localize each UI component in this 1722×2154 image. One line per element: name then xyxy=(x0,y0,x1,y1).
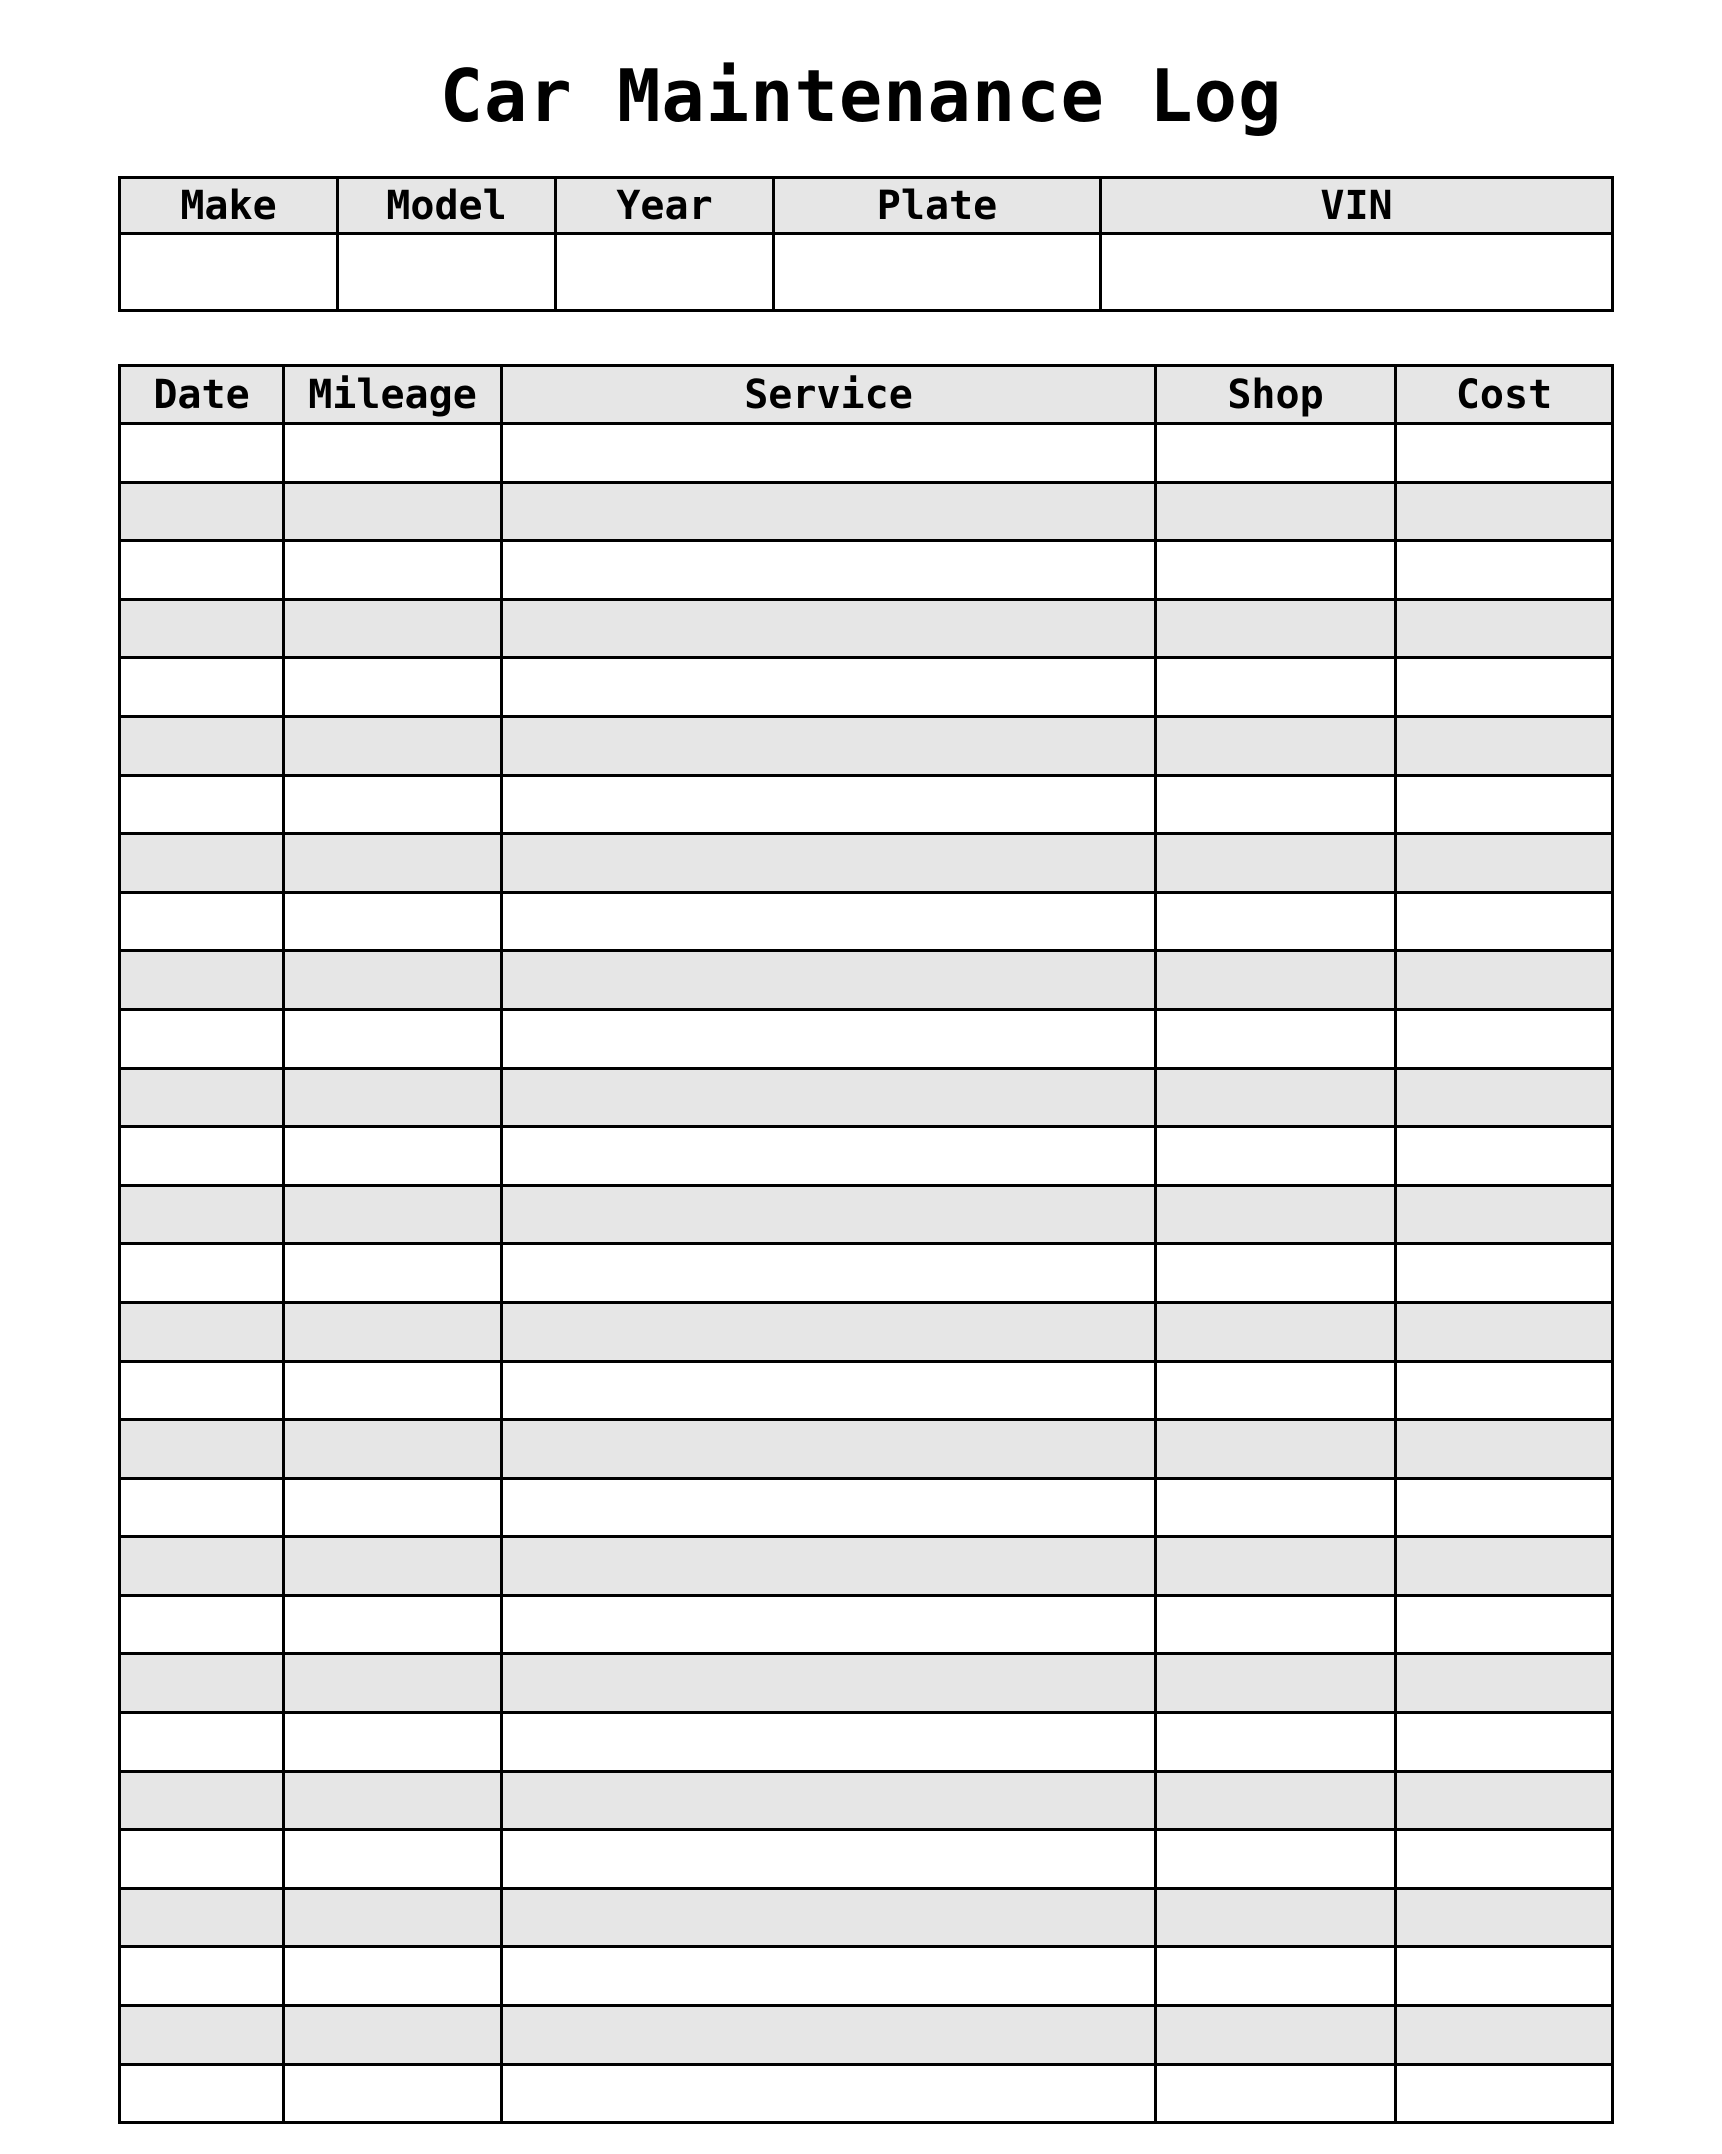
shop-cell[interactable] xyxy=(1156,1947,1396,2006)
log-row xyxy=(120,775,1613,834)
mileage-cell[interactable] xyxy=(284,892,502,951)
mileage-cell[interactable] xyxy=(284,1888,502,1947)
mileage-cell[interactable] xyxy=(284,2006,502,2065)
cost-cell[interactable] xyxy=(1396,482,1613,541)
shop-cell[interactable] xyxy=(1156,1068,1396,1127)
service-cell[interactable] xyxy=(502,775,1156,834)
service-cell[interactable] xyxy=(502,599,1156,658)
header-service: Service xyxy=(502,366,1156,424)
vehicle-entry-row xyxy=(120,234,1613,311)
shop-cell[interactable] xyxy=(1156,1420,1396,1479)
cost-cell[interactable] xyxy=(1396,541,1613,600)
service-cell[interactable] xyxy=(502,2064,1156,2123)
service-cell[interactable] xyxy=(502,658,1156,717)
date-cell[interactable] xyxy=(120,1361,284,1420)
header-make: Make xyxy=(120,178,338,234)
vehicle-header-row xyxy=(120,178,1613,234)
shop-cell[interactable] xyxy=(1156,1185,1396,1244)
log-row xyxy=(120,834,1613,893)
service-cell[interactable] xyxy=(502,1478,1156,1537)
log-row xyxy=(120,1713,1613,1772)
mileage-cell[interactable] xyxy=(284,1420,502,1479)
make-field[interactable] xyxy=(120,234,338,311)
date-cell[interactable] xyxy=(120,1478,284,1537)
service-cell[interactable] xyxy=(502,1127,1156,1186)
service-cell[interactable] xyxy=(502,1713,1156,1772)
cost-cell[interactable] xyxy=(1396,2006,1613,2065)
cost-cell[interactable] xyxy=(1396,1654,1613,1713)
date-cell[interactable] xyxy=(120,482,284,541)
service-cell[interactable] xyxy=(502,2006,1156,2065)
log-rows xyxy=(120,424,1613,2123)
service-cell[interactable] xyxy=(502,1361,1156,1420)
mileage-cell[interactable] xyxy=(284,1537,502,1596)
date-cell[interactable] xyxy=(120,424,284,483)
mileage-cell[interactable] xyxy=(284,1009,502,1068)
shop-cell[interactable] xyxy=(1156,2064,1396,2123)
cost-cell[interactable] xyxy=(1396,1068,1613,1127)
date-cell[interactable] xyxy=(120,775,284,834)
log-row xyxy=(120,1654,1613,1713)
date-cell[interactable] xyxy=(120,1009,284,1068)
log-row xyxy=(120,658,1613,717)
date-cell[interactable] xyxy=(120,892,284,951)
log-row xyxy=(120,1127,1613,1186)
service-cell[interactable] xyxy=(502,1830,1156,1889)
header-plate: Plate xyxy=(774,178,1101,234)
service-cell[interactable] xyxy=(502,892,1156,951)
log-row xyxy=(120,482,1613,541)
header-model: Model xyxy=(338,178,556,234)
cost-cell[interactable] xyxy=(1396,2064,1613,2123)
shop-cell[interactable] xyxy=(1156,775,1396,834)
mileage-cell[interactable] xyxy=(284,1127,502,1186)
cost-cell[interactable] xyxy=(1396,658,1613,717)
mileage-cell[interactable] xyxy=(284,2064,502,2123)
header-year: Year xyxy=(556,178,774,234)
cost-cell[interactable] xyxy=(1396,1478,1613,1537)
log-row xyxy=(120,2064,1613,2123)
shop-cell[interactable] xyxy=(1156,716,1396,775)
mileage-cell[interactable] xyxy=(284,1771,502,1830)
date-cell[interactable] xyxy=(120,541,284,600)
mileage-cell[interactable] xyxy=(284,951,502,1010)
date-cell[interactable] xyxy=(120,1830,284,1889)
header-mileage: Mileage xyxy=(284,366,502,424)
log-row xyxy=(120,1478,1613,1537)
date-cell[interactable] xyxy=(120,1537,284,1596)
shop-cell[interactable] xyxy=(1156,1654,1396,1713)
date-cell[interactable] xyxy=(120,716,284,775)
log-row xyxy=(120,1595,1613,1654)
cost-cell[interactable] xyxy=(1396,1244,1613,1303)
log-row xyxy=(120,1302,1613,1361)
shop-cell[interactable] xyxy=(1156,951,1396,1010)
shop-cell[interactable] xyxy=(1156,2006,1396,2065)
vin-field[interactable] xyxy=(1101,234,1613,311)
log-row xyxy=(120,1068,1613,1127)
service-cell[interactable] xyxy=(502,1654,1156,1713)
service-cell[interactable] xyxy=(502,1888,1156,1947)
cost-cell[interactable] xyxy=(1396,1947,1613,2006)
mileage-cell[interactable] xyxy=(284,1654,502,1713)
log-row xyxy=(120,1888,1613,1947)
cost-cell[interactable] xyxy=(1396,1361,1613,1420)
header-date: Date xyxy=(120,366,284,424)
mileage-cell[interactable] xyxy=(284,1478,502,1537)
cost-cell[interactable] xyxy=(1396,1420,1613,1479)
mileage-cell[interactable] xyxy=(284,1595,502,1654)
date-cell[interactable] xyxy=(120,1068,284,1127)
mileage-cell[interactable] xyxy=(284,834,502,893)
shop-cell[interactable] xyxy=(1156,1478,1396,1537)
date-cell[interactable] xyxy=(120,1595,284,1654)
shop-cell[interactable] xyxy=(1156,834,1396,893)
mileage-cell[interactable] xyxy=(284,599,502,658)
header-vin: VIN xyxy=(1101,178,1613,234)
cost-cell[interactable] xyxy=(1396,1127,1613,1186)
log-row xyxy=(120,1830,1613,1889)
cost-cell[interactable] xyxy=(1396,775,1613,834)
service-cell[interactable] xyxy=(502,1185,1156,1244)
service-cell[interactable] xyxy=(502,1947,1156,2006)
cost-cell[interactable] xyxy=(1396,1830,1613,1889)
plate-field[interactable] xyxy=(774,234,1101,311)
log-row xyxy=(120,1361,1613,1420)
date-cell[interactable] xyxy=(120,951,284,1010)
log-row xyxy=(120,1009,1613,1068)
mileage-cell[interactable] xyxy=(284,658,502,717)
shop-cell[interactable] xyxy=(1156,1244,1396,1303)
date-cell[interactable] xyxy=(120,2064,284,2123)
date-cell[interactable] xyxy=(120,2006,284,2065)
mileage-cell[interactable] xyxy=(284,775,502,834)
shop-cell[interactable] xyxy=(1156,1713,1396,1772)
shop-cell[interactable] xyxy=(1156,424,1396,483)
shop-cell[interactable] xyxy=(1156,1127,1396,1186)
cost-cell[interactable] xyxy=(1396,951,1613,1010)
shop-cell[interactable] xyxy=(1156,892,1396,951)
date-cell[interactable] xyxy=(120,1713,284,1772)
cost-cell[interactable] xyxy=(1396,716,1613,775)
cost-cell[interactable] xyxy=(1396,1185,1613,1244)
mileage-cell[interactable] xyxy=(284,716,502,775)
shop-cell[interactable] xyxy=(1156,482,1396,541)
page-title: Car Maintenance Log xyxy=(439,54,1283,138)
shop-cell[interactable] xyxy=(1156,1830,1396,1889)
service-cell[interactable] xyxy=(502,482,1156,541)
log-row xyxy=(120,716,1613,775)
mileage-cell[interactable] xyxy=(284,1713,502,1772)
log-row xyxy=(120,1537,1613,1596)
cost-cell[interactable] xyxy=(1396,1888,1613,1947)
year-field[interactable] xyxy=(556,234,774,311)
date-cell[interactable] xyxy=(120,599,284,658)
log-header-row xyxy=(120,366,1613,424)
cost-cell[interactable] xyxy=(1396,1009,1613,1068)
date-cell[interactable] xyxy=(120,1947,284,2006)
shop-cell[interactable] xyxy=(1156,541,1396,600)
vehicle-info-table xyxy=(118,176,1614,312)
service-log-table xyxy=(118,364,1614,2124)
mileage-cell[interactable] xyxy=(284,541,502,600)
log-row xyxy=(120,1771,1613,1830)
mileage-cell[interactable] xyxy=(284,482,502,541)
cost-cell[interactable] xyxy=(1396,834,1613,893)
log-row xyxy=(120,1420,1613,1479)
service-cell[interactable] xyxy=(502,1595,1156,1654)
service-cell[interactable] xyxy=(502,1302,1156,1361)
cost-cell[interactable] xyxy=(1396,424,1613,483)
shop-cell[interactable] xyxy=(1156,599,1396,658)
service-cell[interactable] xyxy=(502,716,1156,775)
date-cell[interactable] xyxy=(120,834,284,893)
date-cell[interactable] xyxy=(120,1654,284,1713)
date-cell[interactable] xyxy=(120,1888,284,1947)
date-cell[interactable] xyxy=(120,1302,284,1361)
service-cell[interactable] xyxy=(502,541,1156,600)
date-cell[interactable] xyxy=(120,1127,284,1186)
mileage-cell[interactable] xyxy=(284,1947,502,2006)
log-row xyxy=(120,541,1613,600)
log-row xyxy=(120,599,1613,658)
model-field[interactable] xyxy=(338,234,556,311)
date-cell[interactable] xyxy=(120,1771,284,1830)
log-row xyxy=(120,2006,1613,2065)
log-row xyxy=(120,951,1613,1010)
shop-cell[interactable] xyxy=(1156,658,1396,717)
service-cell[interactable] xyxy=(502,1009,1156,1068)
cost-cell[interactable] xyxy=(1396,1771,1613,1830)
service-cell[interactable] xyxy=(502,834,1156,893)
shop-cell[interactable] xyxy=(1156,1302,1396,1361)
cost-cell[interactable] xyxy=(1396,1713,1613,1772)
header-cost: Cost xyxy=(1396,366,1613,424)
mileage-cell[interactable] xyxy=(284,1244,502,1303)
date-cell[interactable] xyxy=(120,1420,284,1479)
log-row xyxy=(120,1244,1613,1303)
service-cell[interactable] xyxy=(502,1068,1156,1127)
mileage-cell[interactable] xyxy=(284,1302,502,1361)
log-row xyxy=(120,1947,1613,2006)
cost-cell[interactable] xyxy=(1396,1595,1613,1654)
mileage-cell[interactable] xyxy=(284,1830,502,1889)
shop-cell[interactable] xyxy=(1156,1595,1396,1654)
cost-cell[interactable] xyxy=(1396,1302,1613,1361)
date-cell[interactable] xyxy=(120,658,284,717)
date-cell[interactable] xyxy=(120,1185,284,1244)
shop-cell[interactable] xyxy=(1156,1537,1396,1596)
mileage-cell[interactable] xyxy=(284,424,502,483)
cost-cell[interactable] xyxy=(1396,892,1613,951)
mileage-cell[interactable] xyxy=(284,1361,502,1420)
shop-cell[interactable] xyxy=(1156,1888,1396,1947)
shop-cell[interactable] xyxy=(1156,1009,1396,1068)
shop-cell[interactable] xyxy=(1156,1361,1396,1420)
mileage-cell[interactable] xyxy=(284,1068,502,1127)
mileage-cell[interactable] xyxy=(284,1185,502,1244)
cost-cell[interactable] xyxy=(1396,599,1613,658)
shop-cell[interactable] xyxy=(1156,1771,1396,1830)
cost-cell[interactable] xyxy=(1396,1537,1613,1596)
header-shop: Shop xyxy=(1156,366,1396,424)
service-cell[interactable] xyxy=(502,1420,1156,1479)
service-cell[interactable] xyxy=(502,951,1156,1010)
service-cell[interactable] xyxy=(502,1537,1156,1596)
service-cell[interactable] xyxy=(502,1771,1156,1830)
service-cell[interactable] xyxy=(502,1244,1156,1303)
log-row xyxy=(120,892,1613,951)
log-row xyxy=(120,424,1613,483)
date-cell[interactable] xyxy=(120,1244,284,1303)
log-row xyxy=(120,1185,1613,1244)
service-cell[interactable] xyxy=(502,424,1156,483)
